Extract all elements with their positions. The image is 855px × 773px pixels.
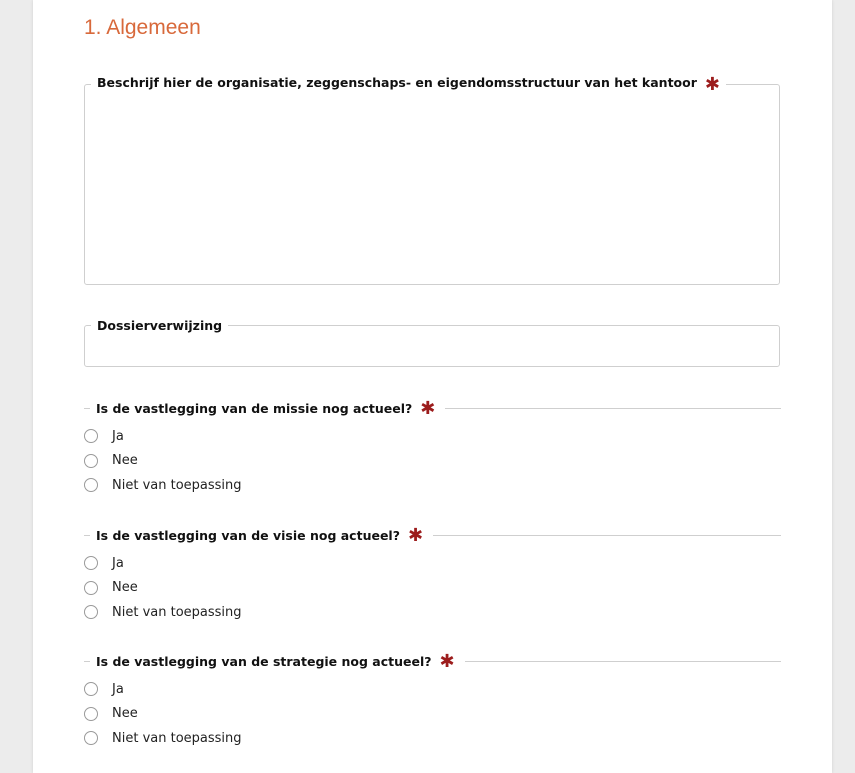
radio-option-niet-van-toepassing[interactable] — [84, 726, 781, 751]
question-header — [84, 398, 781, 418]
radio-label: Ja — [112, 428, 124, 444]
question-visie — [84, 525, 781, 625]
required-icon: ✱ — [407, 524, 424, 546]
radio-option-nee[interactable] — [84, 576, 781, 601]
radio-option-niet-van-toepassing[interactable] — [84, 600, 781, 625]
form-page — [33, 0, 832, 773]
dossier-label: Dossierverwijzing — [97, 318, 223, 333]
radio-button[interactable] — [84, 605, 98, 619]
divider — [465, 661, 781, 662]
radio-option-ja[interactable] — [84, 551, 781, 576]
required-icon: ✱ — [439, 650, 455, 672]
divider — [84, 661, 90, 662]
dossier-legend — [91, 318, 228, 333]
radio-option-ja[interactable] — [84, 424, 781, 449]
radio-button[interactable] — [84, 581, 98, 595]
radio-option-ja[interactable] — [84, 677, 781, 702]
radio-button[interactable] — [84, 707, 98, 721]
required-icon: ✱ — [704, 74, 720, 95]
radio-button[interactable] — [84, 682, 98, 696]
radio-option-nee[interactable] — [84, 449, 781, 474]
dossier-input[interactable] — [85, 333, 779, 361]
organisatie-label: Beschrijf hier de organisatie, zeggenschaps- en eigendomsstructuur van het kantoor — [97, 75, 697, 90]
radio-button[interactable] — [84, 556, 98, 570]
radio-label: Niet van toepassing — [112, 730, 242, 746]
radio-button[interactable] — [84, 429, 98, 443]
radio-option-niet-van-toepassing[interactable] — [84, 473, 781, 498]
divider — [84, 535, 90, 536]
radio-label: Nee — [112, 580, 138, 596]
question-label: Is de vastlegging van de visie nog actueel? — [96, 527, 400, 543]
organisatie-fieldset — [84, 74, 780, 285]
radio-label: Ja — [112, 555, 124, 571]
radio-label: Nee — [112, 706, 138, 722]
divider — [84, 408, 90, 409]
radio-option-nee[interactable] — [84, 702, 781, 727]
question-header — [84, 651, 781, 671]
divider — [433, 535, 781, 536]
divider — [445, 408, 781, 409]
organisatie-legend — [91, 74, 726, 95]
radio-button[interactable] — [84, 731, 98, 745]
question-header — [84, 525, 781, 545]
radio-button[interactable] — [84, 454, 98, 468]
required-icon: ✱ — [420, 397, 436, 419]
dossier-fieldset — [84, 318, 780, 367]
radio-label: Niet van toepassing — [112, 477, 242, 493]
question-missie — [84, 398, 781, 498]
question-strategie — [84, 651, 781, 751]
question-label: Is de vastlegging van de strategie nog actueel? — [96, 653, 432, 669]
section-title: 1. Algemeen — [84, 16, 201, 39]
radio-label: Nee — [112, 453, 138, 469]
radio-label: Ja — [112, 681, 124, 697]
radio-label: Niet van toepassing — [112, 604, 242, 620]
radio-button[interactable] — [84, 478, 98, 492]
question-label: Is de vastlegging van de missie nog actueel? — [96, 400, 413, 416]
organisatie-textarea[interactable] — [85, 95, 779, 285]
